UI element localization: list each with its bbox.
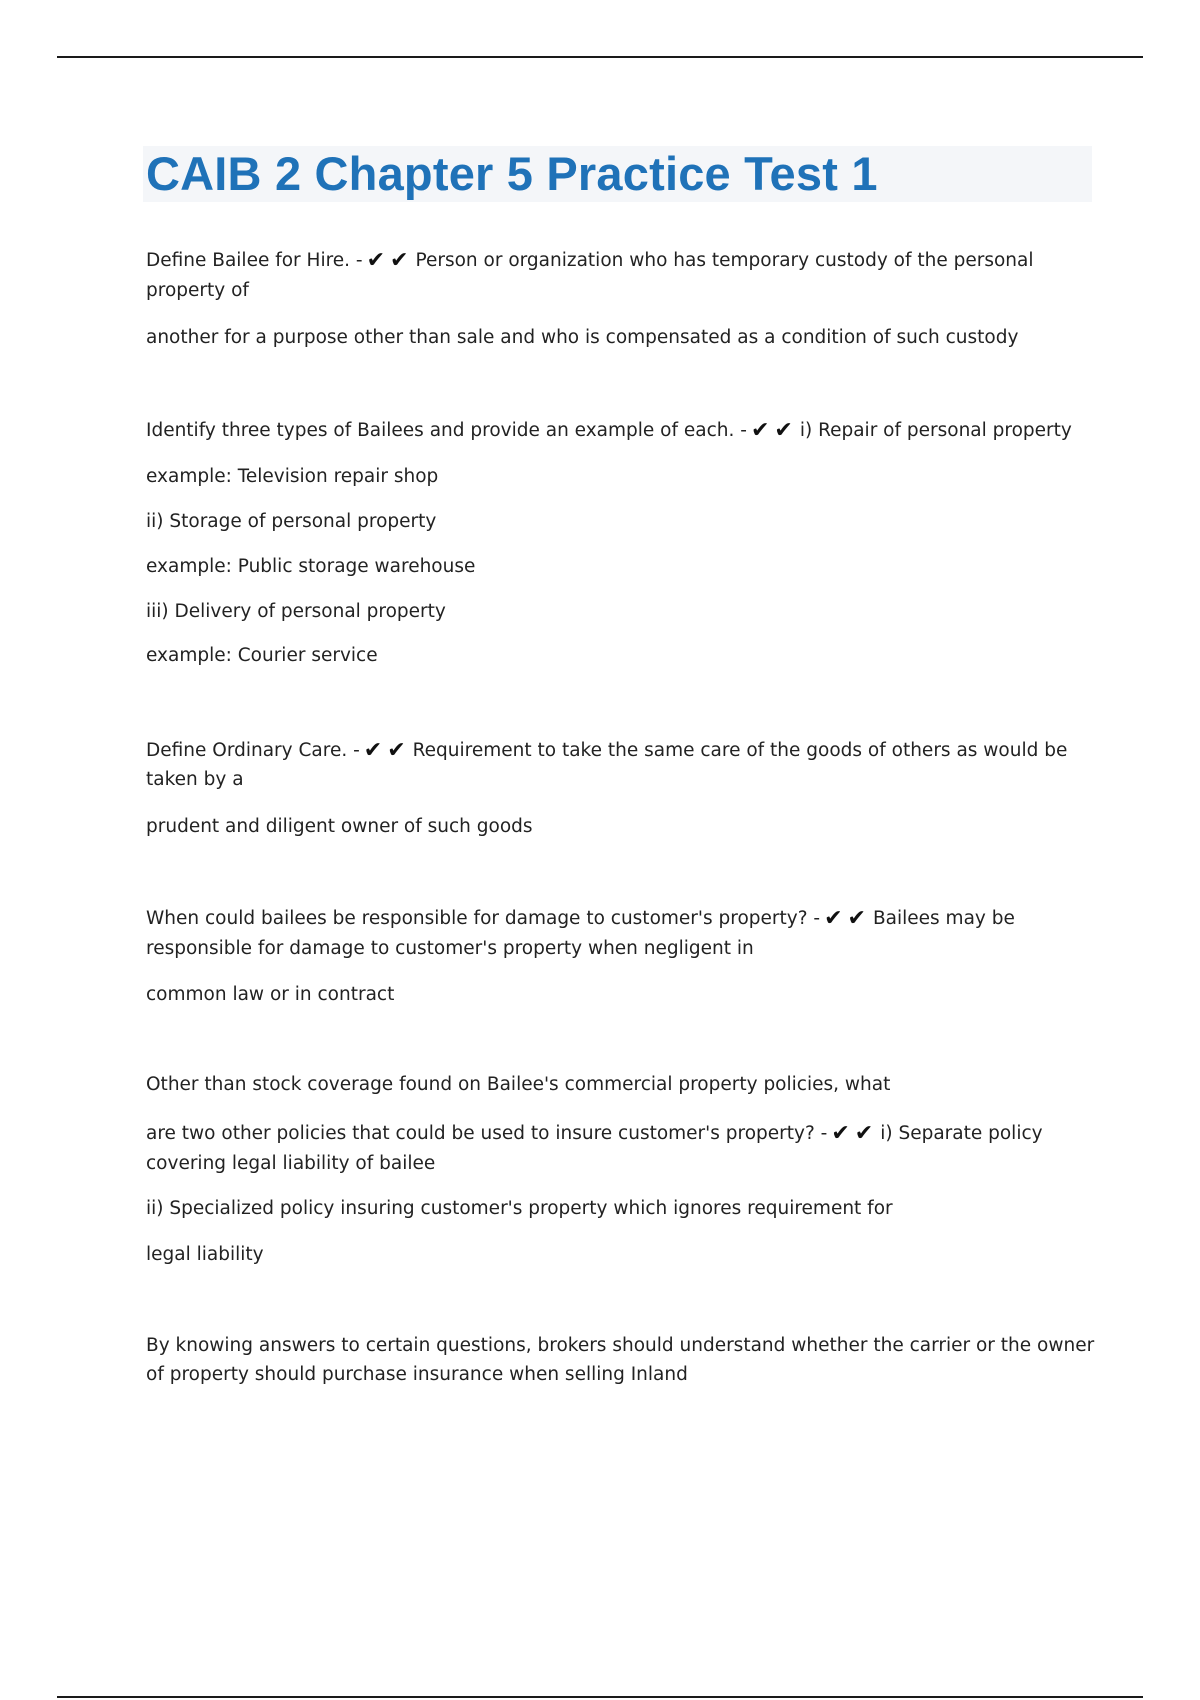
double-check-icon: ✔✔ <box>750 418 798 443</box>
card-3-answer-line: taken by a <box>146 769 244 790</box>
page-title: CAIB 2 Chapter 5 Practice Test 1 <box>146 147 878 200</box>
card-3-answer-line: prudent and diligent owner of such goods <box>146 816 533 837</box>
card-4-question-line <box>146 904 1086 933</box>
card-4-question: When could bailees be responsible for damage to customer's property? - <box>146 908 821 929</box>
bottom-rule <box>57 1696 1143 1698</box>
card-6-question-line: of property should purchase insurance when selling Inland <box>146 1364 688 1385</box>
card-4-answer-line: common law or in contract <box>146 984 395 1005</box>
card-5-answer-first: i) Separate policy <box>880 1123 1043 1144</box>
card-2-answer-line: example: Courier service <box>146 645 378 666</box>
card-2-question-line <box>146 416 1086 445</box>
card-5-question-pre: Other than stock coverage found on Bailee's commercial property policies, what <box>146 1074 891 1095</box>
double-check-icon: ✔✔ <box>366 248 414 273</box>
card-2-answer-line: example: Public storage warehouse <box>146 556 476 577</box>
card-1-answer-line: property of <box>146 280 249 301</box>
double-check-icon: ✔✔ <box>824 906 871 931</box>
card-5-answer-line: ii) Specialized policy insuring customer's property which ignores requirement for <box>146 1198 893 1219</box>
card-3-answer-first: Requirement to take the same care of the goods of others as would be <box>412 740 1068 761</box>
card-2-answer-line: ii) Storage of personal property <box>146 511 437 532</box>
card-5-answer-line: legal liability <box>146 1244 264 1265</box>
card-2-question: Identify three types of Bailees and provide an example of each. - <box>146 420 747 441</box>
card-3-question: Define Ordinary Care. - <box>146 740 360 761</box>
card-5-question: are two other policies that could be used to insure customer's property? - <box>146 1123 828 1144</box>
card-2-answer-line: example: Television repair shop <box>146 466 439 487</box>
card-5-answer-line: covering legal liability of bailee <box>146 1153 436 1174</box>
card-3-question-line <box>146 736 1086 765</box>
card-2-answer-line: iii) Delivery of personal property <box>146 601 446 622</box>
card-1-answer-line: another for a purpose other than sale and who is compensated as a condition of such custody <box>146 327 1019 348</box>
card-1-question: Define Bailee for Hire. - <box>146 250 363 271</box>
card-4-answer-first: Bailees may be <box>872 908 1015 929</box>
double-check-icon: ✔✔ <box>831 1121 879 1146</box>
card-5-question-line <box>146 1119 1086 1148</box>
card-6-question-line: By knowing answers to certain questions, brokers should understand whether the carrier or the owner <box>146 1335 1095 1356</box>
double-check-icon: ✔✔ <box>363 738 411 763</box>
card-2-answer-first: i) Repair of personal property <box>799 420 1072 441</box>
card-1-question-line <box>146 246 1086 275</box>
top-rule <box>57 56 1143 58</box>
card-4-answer-line: responsible for damage to customer's property when negligent in <box>146 938 754 959</box>
card-1-answer-first: Person or organization who has temporary custody of the personal <box>415 250 1034 271</box>
